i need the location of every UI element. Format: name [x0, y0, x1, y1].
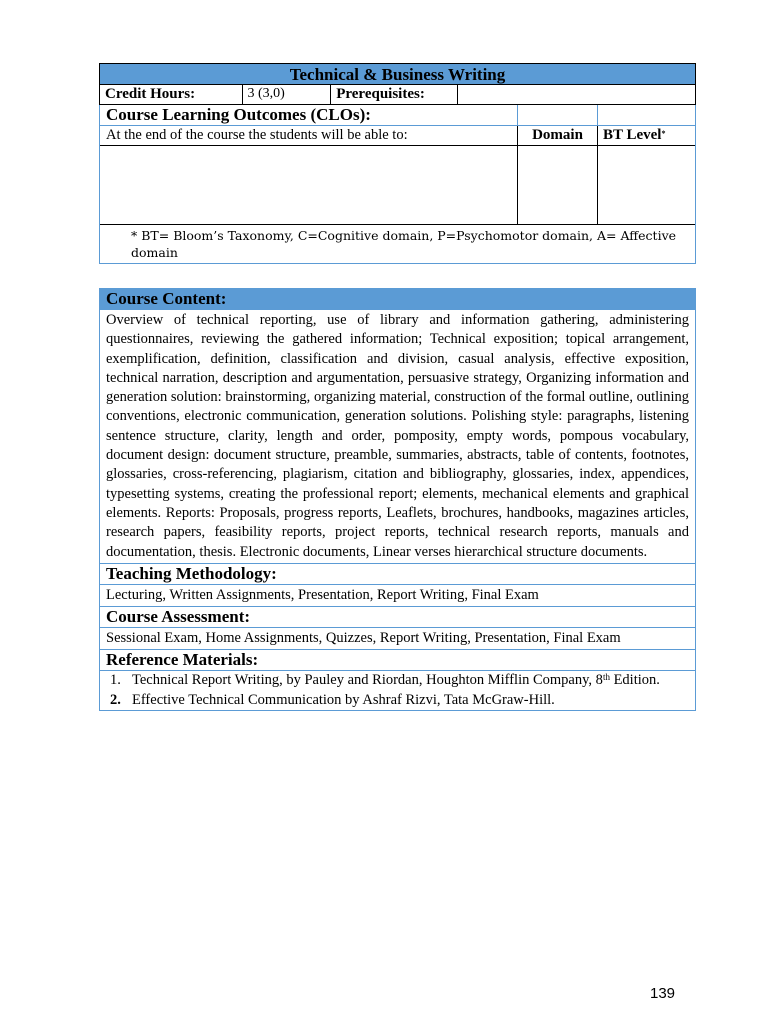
- clo-outcomes-cell: [100, 146, 518, 224]
- bt-footnote: * BT= Bloom’s Taxonomy, C=Cognitive domain, P=Psychomotor domain, A= Affective domain: [131, 228, 677, 260]
- clo-empty-row: [100, 146, 695, 225]
- reference-text: Technical Report Writing, by Pauley and Riordan, Houghton Mifflin Company, 8: [132, 672, 603, 689]
- clo-domain-cell: [518, 146, 598, 224]
- credit-hours-label: Credit Hours:: [100, 85, 243, 104]
- course-content-text: Overview of technical reporting, use of library and information gathering, administering questionnaires, reviewing the gathered information; Technical exposition; topical arrangement, exemplification, definition, classification and division, casual analysis, effective exposition, technical narration, description and argumentation, persuasive strategy, Organizing information and generation solution: brainstorming, organizing material, construction of the formal outline, outlining conventions, electronic communication, generation solutions. Polishing style: paragraphs, listening sentence structure, clarity, length and order, pomposity, empty words, pompous vocabulary, document design: document structure, preamble, summaries, abstracts, table of contents, footnotes, glossaries, cross-referencing, plagiarism, citation and bibliography, glossaries, index, appendices, typesetting systems, creating the professional report; elements, mechanical elements and graphical elements. Reports: Proposals, progress reports, Leaflets, brochures, handbooks, magazines articles, research papers, feasibility reports, project reports, technical research reports, manuals and documentation, thesis. Electronic documents, Linear verses hierarchical structure documents.: [100, 310, 695, 564]
- clo-bt-cell: [598, 146, 695, 224]
- reference-number: 1.: [110, 672, 121, 689]
- teaching-methodology-text: Lecturing, Written Assignments, Presentation, Report Writing, Final Exam: [100, 585, 695, 607]
- reference-text-tail: Edition.: [609, 672, 660, 689]
- credit-row: [99, 85, 696, 105]
- credit-hours-value: 3 (3,0): [243, 85, 332, 104]
- course-assessment-text: Sessional Exam, Home Assignments, Quizzes, Report Writing, Presentation, Final Exam: [100, 628, 695, 650]
- clo-intro: At the end of the course the students will be able to:: [100, 126, 518, 145]
- clo-heading: Course Learning Outcomes (CLOs):: [100, 105, 518, 125]
- reference-superscript: th: [602, 672, 610, 683]
- reference-number: 2.: [110, 691, 121, 708]
- clo-heading-empty-cell: [598, 105, 695, 125]
- clo-heading-empty-cell: [518, 105, 598, 125]
- course-title: Technical & Business Writing: [99, 63, 696, 85]
- bt-level-marker: *: [661, 129, 666, 138]
- course-info-table: [99, 63, 696, 264]
- reference-text: Effective Technical Communication by Ashraf Rizvi, Tata McGraw-Hill.: [132, 691, 555, 708]
- domain-label: Domain: [518, 126, 598, 145]
- reference-item: [100, 691, 695, 711]
- bt-level-text: BT Level: [603, 127, 662, 143]
- course-content-heading: Course Content:: [100, 289, 695, 310]
- course-content-table: [99, 288, 696, 711]
- reference-item: [100, 671, 695, 691]
- prerequisites-label: Prerequisites:: [331, 85, 458, 104]
- page-number: 139: [650, 985, 676, 1002]
- clo-heading-row: [100, 105, 695, 126]
- bt-level-label: [598, 126, 695, 145]
- reference-list: [100, 671, 695, 710]
- reference-materials-heading: Reference Materials:: [100, 650, 695, 671]
- teaching-methodology-heading: Teaching Methodology:: [100, 564, 695, 585]
- clo-section: [99, 105, 696, 264]
- prerequisites-value: [458, 85, 695, 104]
- course-assessment-heading: Course Assessment:: [100, 607, 695, 628]
- clo-subheading-row: [100, 126, 695, 146]
